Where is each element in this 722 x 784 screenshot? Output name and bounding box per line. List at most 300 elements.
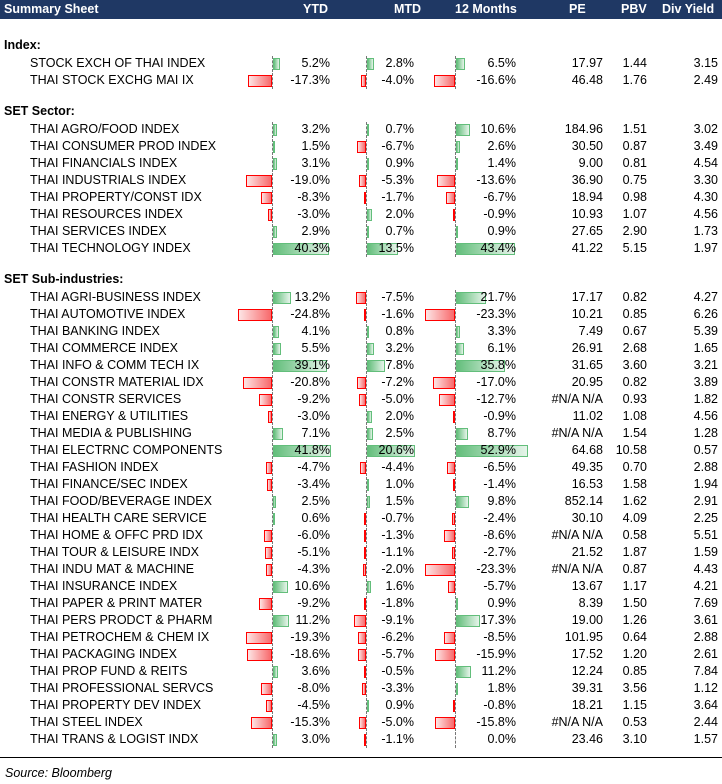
pbv-value: 1.62	[622, 494, 647, 508]
dy-value: 3.49	[693, 139, 718, 153]
table-row	[0, 323, 722, 340]
ytd-value: 5.2%	[301, 56, 330, 70]
m12-bar	[456, 141, 460, 153]
ytd-bar	[273, 496, 276, 508]
index-name: THAI PROPERTY DEV INDEX	[30, 698, 202, 712]
dy-value: 4.56	[693, 409, 718, 423]
dy-value: 5.39	[693, 324, 718, 338]
pe-value: 49.35	[571, 460, 603, 474]
mtd-bar	[359, 394, 366, 406]
dy-value: 5.51	[693, 528, 718, 542]
m12-value: 1.4%	[487, 156, 516, 170]
pe-value: 46.48	[571, 73, 603, 87]
m12-bar	[448, 581, 455, 593]
m12-value: 1.8%	[487, 681, 516, 695]
pe-value: 12.24	[571, 664, 603, 678]
bar-axis	[455, 647, 456, 663]
index-name: THAI PAPER & PRINT MATER	[30, 596, 203, 610]
index-name: THAI PROP FUND & REITS	[30, 664, 188, 678]
bar-axis	[366, 664, 367, 680]
index-name: THAI PROPERTY/CONST IDX	[30, 190, 202, 204]
pe-value: #N/A N/A	[551, 562, 603, 576]
m12-bar	[456, 158, 458, 170]
table-row	[0, 442, 722, 459]
m12-bar	[446, 192, 455, 204]
m12-value: 35.8%	[480, 358, 516, 372]
m12-value: 43.4%	[480, 241, 516, 255]
m12-value: -8.5%	[483, 630, 516, 644]
mtd-bar	[364, 547, 366, 559]
pe-value: 18.21	[571, 698, 603, 712]
table-row	[0, 663, 722, 680]
ytd-value: 41.8%	[294, 443, 330, 457]
pbv-value: 0.75	[622, 173, 647, 187]
m12-bar	[453, 411, 455, 423]
index-name: THAI FASHION INDEX	[30, 460, 159, 474]
ytd-bar	[273, 58, 280, 70]
pe-value: #N/A N/A	[551, 426, 603, 440]
mtd-bar	[367, 158, 369, 170]
m12-bar	[437, 175, 455, 187]
table-row	[0, 731, 722, 748]
mtd-bar	[364, 530, 366, 542]
index-name: THAI INFO & COMM TECH IX	[30, 358, 200, 372]
table-row	[0, 408, 722, 425]
dy-value: 1.28	[693, 426, 718, 440]
index-name: THAI AUTOMOTIVE INDEX	[30, 307, 186, 321]
pbv-value: 4.09	[622, 511, 647, 525]
mtd-bar	[367, 58, 374, 70]
ytd-bar	[273, 343, 281, 355]
bar-axis	[272, 460, 273, 476]
mtd-bar	[358, 632, 366, 644]
bar-axis	[272, 375, 273, 391]
dy-value: 2.91	[693, 494, 718, 508]
m12-bar	[452, 513, 455, 525]
ytd-bar	[268, 411, 272, 423]
m12-value: -6.7%	[483, 190, 516, 204]
m12-value: 2.6%	[487, 139, 516, 153]
bar-axis	[366, 545, 367, 561]
mtd-value: 0.8%	[385, 324, 414, 338]
m12-bar	[456, 326, 460, 338]
index-name: THAI FOOD/BEVERAGE INDEX	[30, 494, 212, 508]
ytd-value: -19.0%	[290, 173, 330, 187]
m12-value: -5.7%	[483, 579, 516, 593]
pe-value: 17.17	[571, 290, 603, 304]
ytd-bar	[248, 75, 272, 87]
col-ytd: YTD	[303, 2, 328, 16]
m12-bar	[456, 666, 471, 678]
dy-value: 4.27	[693, 290, 718, 304]
mtd-value: -1.6%	[381, 307, 414, 321]
dy-value: 7.84	[693, 664, 718, 678]
ytd-value: -3.0%	[297, 207, 330, 221]
bar-axis	[366, 460, 367, 476]
table-row	[0, 578, 722, 595]
ytd-bar	[238, 309, 272, 321]
mtd-bar	[367, 496, 370, 508]
m12-bar	[456, 496, 469, 508]
mtd-value: 2.5%	[385, 426, 414, 440]
index-name: THAI COMMERCE INDEX	[30, 341, 178, 355]
index-name: THAI INDUSTRIALS INDEX	[30, 173, 187, 187]
pe-value: 30.10	[571, 511, 603, 525]
m12-value: -2.7%	[483, 545, 516, 559]
bar-axis	[366, 562, 367, 578]
bar-axis	[455, 375, 456, 391]
index-name: THAI SERVICES INDEX	[30, 224, 167, 238]
m12-value: -2.4%	[483, 511, 516, 525]
mtd-bar	[367, 343, 374, 355]
mtd-bar	[367, 209, 372, 221]
ytd-bar	[268, 209, 272, 221]
mtd-bar	[367, 124, 369, 136]
pbv-value: 0.85	[622, 307, 647, 321]
sheet-title: Summary Sheet	[4, 2, 99, 16]
m12-value: -15.8%	[476, 715, 516, 729]
ytd-value: -18.6%	[290, 647, 330, 661]
m12-value: 0.0%	[487, 732, 516, 746]
ytd-value: 1.5%	[301, 139, 330, 153]
m12-bar	[433, 377, 455, 389]
ytd-value: -8.0%	[297, 681, 330, 695]
m12-bar	[425, 309, 455, 321]
pe-value: 30.50	[571, 139, 603, 153]
bar-axis	[272, 409, 273, 425]
index-name: THAI CONSTR SERVICES	[30, 392, 182, 406]
pe-value: 31.65	[571, 358, 603, 372]
pbv-value: 0.67	[622, 324, 647, 338]
ytd-value: -4.3%	[297, 562, 330, 576]
pbv-value: 0.93	[622, 392, 647, 406]
ytd-value: -24.8%	[290, 307, 330, 321]
pe-value: 39.31	[571, 681, 603, 695]
table-row	[0, 629, 722, 646]
dy-value: 3.02	[693, 122, 718, 136]
ytd-value: -19.3%	[290, 630, 330, 644]
col-pbv: PBV	[621, 2, 647, 16]
bar-axis	[272, 307, 273, 323]
table-row	[0, 646, 722, 663]
index-name: THAI PACKAGING INDEX	[30, 647, 178, 661]
m12-value: -23.3%	[476, 562, 516, 576]
ytd-value: 11.2%	[295, 613, 330, 627]
mtd-value: -2.0%	[381, 562, 414, 576]
pe-value: 27.65	[571, 224, 603, 238]
ytd-value: -4.5%	[297, 698, 330, 712]
dy-value: 1.94	[693, 477, 718, 491]
ytd-bar	[273, 513, 275, 525]
index-name: THAI FINANCE/SEC INDEX	[30, 477, 188, 491]
m12-value: -0.9%	[483, 409, 516, 423]
index-name: THAI MEDIA & PUBLISHING	[30, 426, 192, 440]
bar-axis	[366, 613, 367, 629]
pbv-value: 0.85	[622, 664, 647, 678]
mtd-value: -5.0%	[381, 715, 414, 729]
table-row	[0, 340, 722, 357]
dy-value: 2.25	[693, 511, 718, 525]
ytd-value: -20.8%	[290, 375, 330, 389]
bar-axis	[455, 73, 456, 89]
bar-axis	[366, 596, 367, 612]
pe-value: 36.90	[571, 173, 603, 187]
ytd-bar	[259, 394, 272, 406]
m12-bar	[435, 649, 455, 661]
dy-value: 4.56	[693, 207, 718, 221]
m12-value: -8.6%	[483, 528, 516, 542]
bar-axis	[455, 630, 456, 646]
table-row	[0, 206, 722, 223]
table-header	[0, 0, 722, 19]
table-row	[0, 493, 722, 510]
bar-axis	[272, 545, 273, 561]
pe-value: #N/A N/A	[551, 392, 603, 406]
ytd-bar	[261, 192, 272, 204]
pbv-value: 1.44	[622, 56, 647, 70]
m12-value: 52.9%	[480, 443, 516, 457]
pbv-value: 3.56	[622, 681, 647, 695]
table-row	[0, 459, 722, 476]
bar-axis	[272, 477, 273, 493]
table-row	[0, 172, 722, 189]
mtd-bar	[367, 360, 385, 372]
ytd-bar	[273, 734, 277, 746]
index-name: THAI CONSTR MATERIAL IDX	[30, 375, 204, 389]
m12-value: 0.9%	[487, 596, 516, 610]
table-row	[0, 544, 722, 561]
mtd-bar	[364, 666, 366, 678]
pe-value: #N/A N/A	[551, 715, 603, 729]
ytd-value: 7.1%	[301, 426, 330, 440]
ytd-value: 2.9%	[301, 224, 330, 238]
table-row	[0, 138, 722, 155]
pbv-value: 0.87	[622, 562, 647, 576]
index-name: THAI STOCK EXCHG MAI IX	[30, 73, 194, 87]
dy-value: 1.82	[693, 392, 718, 406]
m12-value: -1.4%	[483, 477, 516, 491]
dy-value: 1.57	[693, 732, 718, 746]
ytd-value: -4.7%	[297, 460, 330, 474]
table-row	[0, 55, 722, 72]
bar-axis	[455, 307, 456, 323]
ytd-value: -15.3%	[290, 715, 330, 729]
pe-value: 101.95	[564, 630, 603, 644]
dy-value: 3.30	[693, 173, 718, 187]
bar-axis	[366, 290, 367, 306]
mtd-bar	[359, 717, 366, 729]
pbv-value: 1.08	[622, 409, 647, 423]
mtd-bar	[367, 479, 369, 491]
table-row	[0, 561, 722, 578]
section-heading: SET Sector:	[4, 104, 75, 118]
section-heading: SET Sub-industries:	[4, 272, 124, 286]
bar-axis	[366, 715, 367, 731]
table-row	[0, 510, 722, 527]
bar-axis	[366, 392, 367, 408]
mtd-value: -0.5%	[381, 664, 414, 678]
bar-axis	[272, 562, 273, 578]
m12-value: 11.2%	[481, 664, 516, 678]
mtd-value: -7.5%	[381, 290, 414, 304]
mtd-value: -1.1%	[381, 545, 414, 559]
ytd-value: 5.5%	[301, 341, 330, 355]
mtd-bar	[354, 615, 366, 627]
mtd-value: 2.0%	[385, 409, 414, 423]
m12-bar	[456, 683, 458, 695]
pbv-value: 1.87	[622, 545, 647, 559]
index-name: THAI HOME & OFFC PRD IDX	[30, 528, 203, 542]
pbv-value: 5.15	[622, 241, 647, 255]
index-name: THAI AGRI-BUSINESS INDEX	[30, 290, 201, 304]
dy-value: 2.44	[693, 715, 718, 729]
mtd-value: -5.0%	[381, 392, 414, 406]
m12-bar	[452, 547, 455, 559]
pe-value: 23.46	[571, 732, 603, 746]
pe-value: 852.14	[564, 494, 603, 508]
ytd-bar	[273, 326, 279, 338]
ytd-value: -3.0%	[297, 409, 330, 423]
mtd-value: -1.8%	[381, 596, 414, 610]
bar-axis	[366, 190, 367, 206]
ytd-bar	[247, 649, 273, 661]
table-row	[0, 595, 722, 612]
mtd-bar	[367, 226, 369, 238]
mtd-bar	[364, 513, 366, 525]
table-row	[0, 289, 722, 306]
ytd-bar	[251, 717, 272, 729]
index-name: THAI BANKING INDEX	[30, 324, 160, 338]
m12-value: 3.3%	[487, 324, 516, 338]
col-div-yield: Div Yield	[662, 2, 715, 16]
mtd-value: 1.6%	[385, 579, 414, 593]
bar-axis	[272, 596, 273, 612]
pbv-value: 1.15	[622, 698, 647, 712]
pbv-value: 1.20	[622, 647, 647, 661]
pe-value: 10.21	[571, 307, 603, 321]
m12-value: 10.6%	[480, 122, 516, 136]
index-name: THAI INSURANCE INDEX	[30, 579, 178, 593]
bar-axis	[455, 528, 456, 544]
m12-value: 17.3%	[480, 613, 516, 627]
mtd-value: 2.0%	[385, 207, 414, 221]
index-name: THAI PERS PRODCT & PHARM	[30, 613, 213, 627]
pbv-value: 0.82	[622, 290, 647, 304]
pe-value: 11.02	[572, 409, 603, 423]
bar-axis	[455, 579, 456, 595]
dy-value: 2.49	[693, 73, 718, 87]
m12-value: 9.8%	[487, 494, 516, 508]
m12-bar	[447, 462, 455, 474]
bar-axis	[455, 409, 456, 425]
m12-value: 21.7%	[480, 290, 516, 304]
table-row	[0, 374, 722, 391]
ytd-bar	[273, 158, 277, 170]
index-name: STOCK EXCH OF THAI INDEX	[30, 56, 206, 70]
pe-value: 8.39	[578, 596, 603, 610]
pe-value: 18.94	[571, 190, 603, 204]
m12-value: 6.1%	[487, 341, 516, 355]
bar-axis	[272, 630, 273, 646]
ytd-bar	[264, 530, 272, 542]
ytd-value: -17.3%	[290, 73, 330, 87]
bar-axis	[455, 698, 456, 714]
bar-axis	[272, 173, 273, 189]
dy-value: 4.30	[693, 190, 718, 204]
table-row	[0, 189, 722, 206]
mtd-value: -0.7%	[381, 511, 414, 525]
ytd-value: 13.2%	[294, 290, 330, 304]
m12-bar	[453, 479, 455, 491]
mtd-bar	[367, 581, 371, 593]
mtd-value: 13.5%	[378, 241, 414, 255]
bar-axis	[455, 477, 456, 493]
bar-axis	[366, 139, 367, 155]
ytd-value: 0.6%	[301, 511, 330, 525]
ytd-bar	[267, 479, 272, 491]
mtd-value: -6.7%	[381, 139, 414, 153]
bar-axis	[366, 511, 367, 527]
dy-value: 3.21	[693, 358, 718, 372]
pbv-value: 0.82	[622, 375, 647, 389]
dy-value: 1.59	[693, 545, 718, 559]
dy-value: 3.15	[693, 56, 718, 70]
mtd-value: 20.6%	[378, 443, 414, 457]
mtd-bar	[362, 683, 366, 695]
bar-axis	[366, 375, 367, 391]
pe-value: 41.22	[571, 241, 603, 255]
bar-axis	[455, 392, 456, 408]
mtd-bar	[361, 75, 366, 87]
dy-value: 4.43	[693, 562, 718, 576]
ytd-value: 3.0%	[301, 732, 330, 746]
ytd-value: 3.6%	[301, 664, 330, 678]
ytd-bar	[273, 292, 291, 304]
table-row	[0, 72, 722, 89]
index-name: THAI STEEL INDEX	[30, 715, 143, 729]
mtd-value: 1.0%	[385, 477, 414, 491]
mtd-bar	[364, 734, 366, 746]
mtd-bar	[364, 309, 366, 321]
pbv-value: 1.07	[622, 207, 647, 221]
pe-value: 184.96	[564, 122, 603, 136]
mtd-bar	[358, 649, 366, 661]
pbv-value: 3.10	[622, 732, 647, 746]
pbv-value: 1.76	[622, 73, 647, 87]
table-row	[0, 425, 722, 442]
dy-value: 6.26	[693, 307, 718, 321]
dy-value: 1.97	[693, 241, 718, 255]
index-name: THAI PROFESSIONAL SERVCS	[30, 681, 214, 695]
ytd-value: 10.6%	[294, 579, 330, 593]
m12-value: -13.6%	[476, 173, 516, 187]
dy-value: 3.61	[693, 613, 718, 627]
ytd-bar	[243, 377, 272, 389]
m12-value: -12.7%	[476, 392, 516, 406]
mtd-value: -1.3%	[381, 528, 414, 542]
index-name: THAI RESOURCES INDEX	[30, 207, 183, 221]
index-name: THAI TECHNOLOGY INDEX	[30, 241, 191, 255]
bar-axis	[272, 190, 273, 206]
dy-value: 1.73	[693, 224, 718, 238]
bar-axis	[272, 207, 273, 223]
pe-value: 21.52	[571, 545, 603, 559]
index-name: THAI PETROCHEM & CHEM IX	[30, 630, 210, 644]
mtd-value: 3.2%	[385, 341, 414, 355]
pe-value: 7.49	[578, 324, 603, 338]
bar-axis	[366, 647, 367, 663]
m12-bar	[456, 58, 465, 70]
